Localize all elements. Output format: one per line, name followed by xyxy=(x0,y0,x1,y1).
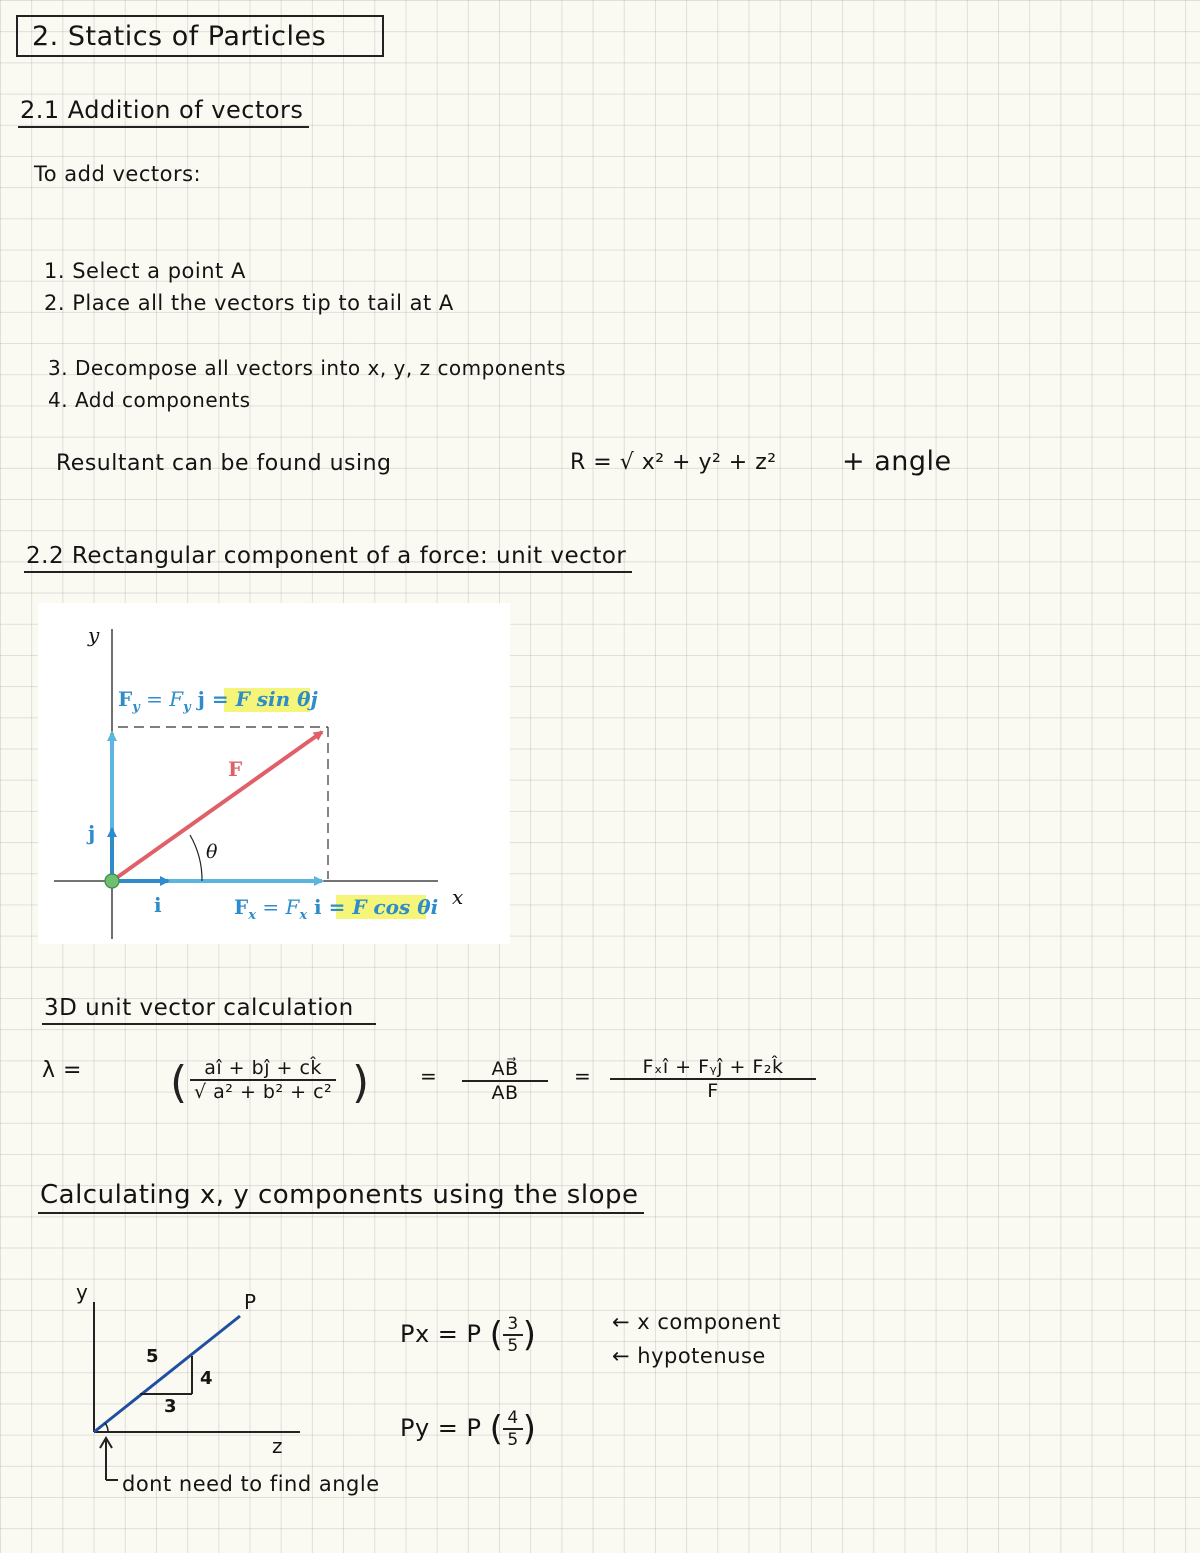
equals-2: = xyxy=(574,1064,592,1088)
hypotenuse-note: ← hypotenuse xyxy=(612,1344,766,1368)
ab-vector: AB⃗ xyxy=(462,1058,548,1082)
step-1: 1. Select a point A xyxy=(44,259,246,283)
slope-axis-z: z xyxy=(272,1434,283,1458)
unit-numerator: aî + bĵ + ck̂ xyxy=(190,1057,336,1081)
py-denominator: 5 xyxy=(507,1430,519,1450)
fig-axis-x-label: x xyxy=(452,885,464,909)
force-label: F xyxy=(228,757,243,781)
py-label: Py = P xyxy=(400,1414,482,1442)
step-2: 2. Place all the vectors tip to tail at A xyxy=(44,291,454,315)
unit-i-label: i xyxy=(154,893,162,917)
lambda-label: λ = xyxy=(42,1058,82,1083)
theta-label: θ xyxy=(206,841,218,863)
page-title: 2. Statics of Particles xyxy=(16,15,384,57)
ab-magnitude: AB xyxy=(491,1082,519,1104)
unit-vector-heading: 3D unit vector calculation xyxy=(42,995,376,1025)
ab-fraction xyxy=(462,1058,548,1104)
angle-note: dont need to find angle xyxy=(122,1472,380,1496)
slope-run-label: 3 xyxy=(164,1396,178,1417)
slope-axis-y: y xyxy=(76,1280,89,1304)
section-heading-rectangular: 2.2 Rectangular component of a force: unit vector xyxy=(24,543,632,573)
paren-right: ) xyxy=(352,1057,370,1108)
intro-text: To add vectors: xyxy=(34,162,202,186)
slope-heading: Calculating x, y components using the slope xyxy=(38,1180,644,1214)
slope-point-p: P xyxy=(244,1290,257,1314)
force-components-figure xyxy=(38,603,510,944)
px-equation: Px = P ( $\frac{3}{5}$ ) xyxy=(400,1314,537,1356)
py-equation: Py = P ( $\frac{4}{5}$ ) xyxy=(400,1408,537,1450)
fx-equation: $F_x = F_x$ i = F cos θi xyxy=(234,895,439,923)
py-numerator: 4 xyxy=(503,1408,522,1430)
equals-1: = xyxy=(420,1064,438,1088)
step-4: 4. Add components xyxy=(48,388,251,412)
origin-particle xyxy=(105,874,119,888)
f-components: Fₓî + Fᵧĵ + F₂k̂ xyxy=(610,1056,816,1080)
px-numerator: 3 xyxy=(503,1314,522,1336)
resultant-formula: R = √ x² + y² + z² xyxy=(570,450,777,475)
fy-equation: $F_y = F_y$ j = F sin θj xyxy=(118,687,318,715)
f-magnitude: F xyxy=(707,1080,719,1102)
px-denominator: 5 xyxy=(507,1336,519,1356)
section-heading-addition: 2.1 Addition of vectors xyxy=(18,96,309,128)
paren-left: ( xyxy=(170,1057,188,1108)
resultant-text: Resultant can be found using xyxy=(56,451,392,476)
theta-arc xyxy=(190,835,202,881)
slope-hyp-label: 5 xyxy=(146,1346,160,1367)
force-diagram xyxy=(38,603,510,944)
px-label: Px = P xyxy=(400,1320,482,1348)
slope-angle-arc xyxy=(105,1423,108,1432)
unit-j-label: j xyxy=(88,821,96,845)
step-3: 3. Decompose all vectors into x, y, z components xyxy=(48,356,567,380)
x-component-note: ← x component xyxy=(612,1310,781,1334)
slope-rise-label: 4 xyxy=(200,1368,214,1389)
f-fraction xyxy=(610,1056,816,1102)
unit-vector-fraction xyxy=(190,1057,336,1103)
plus-angle-note: + angle xyxy=(842,446,952,477)
unit-denominator: √ a² + b² + c² xyxy=(194,1081,333,1103)
fig-axis-y-label: y xyxy=(88,623,100,647)
